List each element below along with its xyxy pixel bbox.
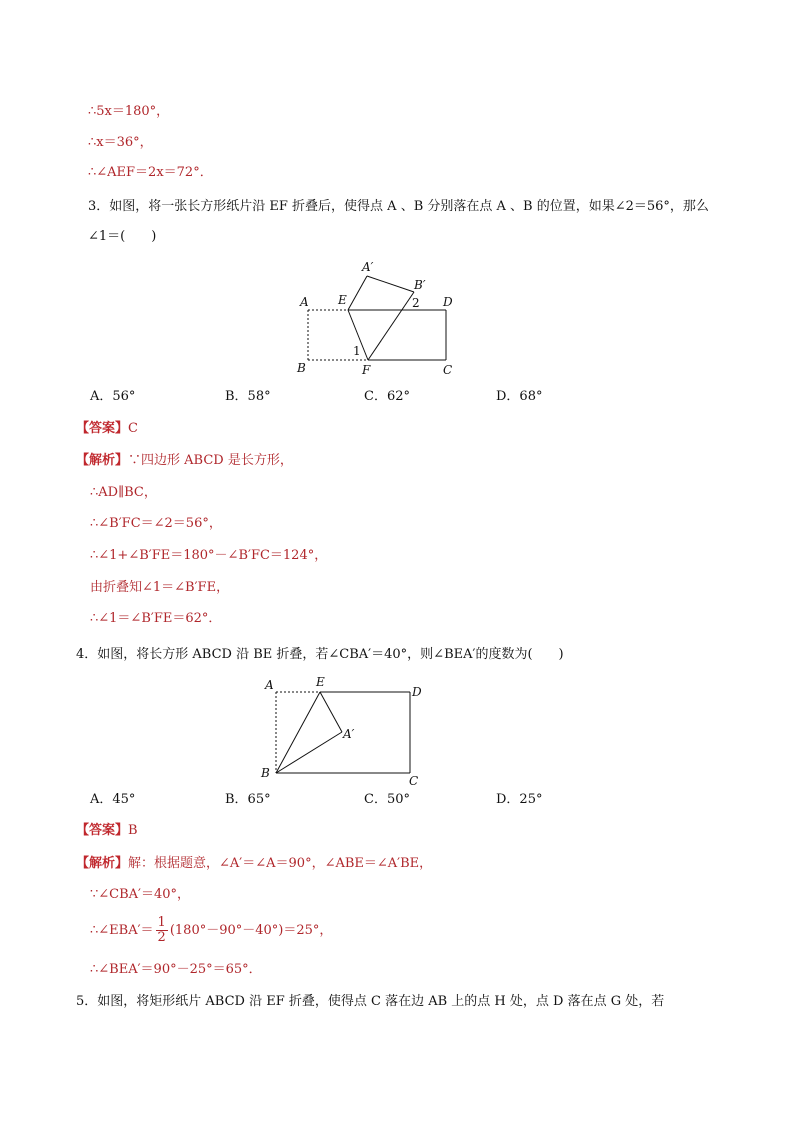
q3-figure (280, 256, 480, 380)
q3-label-B: B (297, 361, 306, 375)
q3-analysis-tag: 【解析】 (76, 453, 129, 468)
q3-label-A: A (300, 295, 309, 309)
q4-label-E: E (316, 675, 325, 689)
q3-answer (76, 420, 138, 438)
q3-option-b: B．58° (225, 389, 271, 404)
q3-analysis-line-6: ∴∠1＝∠B′FE＝62°． (90, 611, 222, 626)
solution-line-3: ∴∠AEF＝2x＝72°． (88, 165, 213, 180)
q3-label-E: E (338, 293, 347, 307)
q3-analysis-line-1: 【解析】∵四边形 ABCD 是长方形， (76, 453, 293, 468)
q4-option-c: C．50° (364, 792, 410, 807)
q4-analysis-line-3: ∴∠EBA′＝ $\frac{1}{2}$ (180°－90°－40°)＝25°， (90, 915, 333, 945)
q3-answer-tag: 【答案】 (76, 421, 129, 436)
q4-analysis-tag: 【解析】 (76, 856, 129, 871)
q3-answer-value: C (128, 421, 138, 436)
q5-stem: 5．如图，将矩形纸片 ABCD 沿 EF 折叠，使得点 C 落在边 AB 上的点 H 处，点 D 落在点 G 处，若 (76, 994, 665, 1009)
q4-label-A: A (265, 678, 274, 692)
q3-option-c: C．62° (364, 389, 410, 404)
q3-analysis-line-3: ∴∠B′FC＝∠2＝56°， (90, 516, 222, 531)
q4-label-B: B (261, 766, 270, 780)
q4-analysis-line-1: 【解析】解：根据题意，∠A′＝∠A＝90°，∠ABE＝∠A′BE， (76, 856, 433, 871)
q4-analysis-line-4: ∴∠BEA′＝90°－25°＝65°． (90, 962, 262, 977)
q3-analysis-line-4: ∴∠1+∠B′FE＝180°－∠B′FC＝124°， (90, 548, 328, 563)
q3-stem-line-1: 3．如图，将一张长方形纸片沿 EF 折叠后，使得点 A 、B 分别落在点 A 、B 的位置，如果∠2＝56°，那么 (88, 199, 709, 214)
q3-label-B-prime: B′ (414, 278, 426, 292)
q3-option-a: A．56° (90, 389, 136, 404)
q3-stem-line-2: ∠1＝( ) (88, 229, 157, 244)
q3-label-C: C (443, 363, 453, 377)
q4-answer (76, 822, 138, 840)
q4-option-a: A．45° (90, 792, 136, 807)
q3-label-1: 1 (353, 344, 361, 358)
q4-answer-tag: 【答案】 (76, 823, 129, 838)
q4-label-C: C (409, 774, 419, 788)
q3-label-D: D (443, 295, 453, 309)
q4-stem: 4．如图，将长方形 ABCD 沿 BE 折叠，若∠CBA′＝40°，则∠BEA′的度数为( ) (76, 647, 564, 662)
q3-option-d: D．68° (496, 389, 543, 404)
solution-line-1: ∴5x＝180°， (88, 104, 170, 119)
q3-analysis-line-2: ∴AD∥BC， (90, 485, 157, 500)
q4-option-d: D．25° (496, 792, 543, 807)
q3-label-2: 2 (412, 296, 420, 310)
q4-analysis-line-2: ∵∠CBA′＝40°， (90, 887, 191, 902)
q3-label-A-prime: A′ (362, 260, 374, 274)
solution-line-2: ∴x＝36°， (88, 135, 153, 150)
q3-analysis-line-5: 由折叠知∠1＝∠B′FE， (90, 580, 230, 595)
q4-option-b: B．65° (225, 792, 271, 807)
q3-label-F: F (362, 363, 371, 377)
q4-label-A-prime: A′ (343, 727, 355, 741)
fraction-one-half: $\frac{1}{2}$ (157, 915, 166, 945)
q4-figure (256, 672, 436, 788)
q4-label-D: D (412, 685, 422, 699)
q4-answer-value: B (128, 823, 138, 838)
